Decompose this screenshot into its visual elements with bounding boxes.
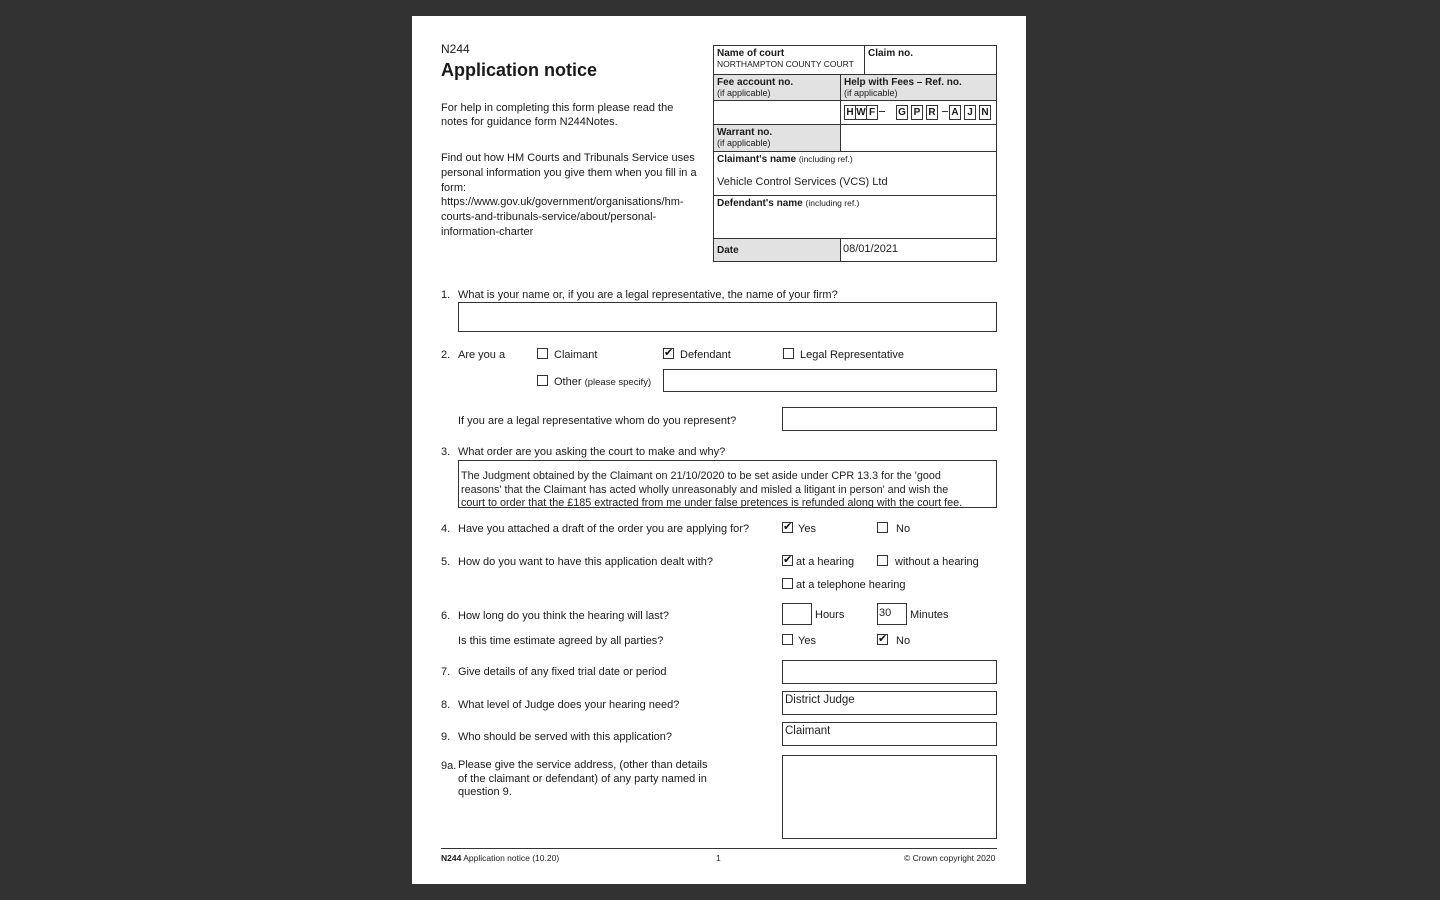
footer-rule [441, 848, 997, 849]
hwf-char[interactable]: R [926, 105, 938, 120]
form-page: N244 Application notice For help in completing this form please read the notes for guidance form N244Notes. Find out how HM Courts and Tribunals Service uses personal information you give them when you fill in a form: https://www.gov.uk/government/organisations/hm-courts-and-tribunals-service/about/personal-information-charter Name of court NORTHAMPTON COUNTY COURT Claim no. Fee account no. (if applicable) Help with Fees – Ref. no. (if applicable) H W F G P R A J N Warrant no. (if applicable) Claimant's name (including ref.) Vehicle Control Services (VCS) Ltd Defendant's name (including ref.) Date 08/01/2021 1. What is your name or, if you are a legal representative, the name of your firm? 2. Are you a Claimant ✔ Defendant Legal Representative Other (please specify) If you are a legal representative whom do you represent? 3. What order are you asking the court to make and why? The Judgment obtained by the Claimant on 21/10/2020 to be set aside under CPR 13.3 for the 'good reasons' that the Claimant has acted wholly unreasonably and misled a litigant in person' and wish the court to order that the £185 extracted from me under false pretences is refunded along with the court fee. 4. Have you attached a draft of the order you are applying for? ✔ Yes No 5. How do you want to have this application dealt with? ✔ at a hearing without a hearing at a telephone hearing 6. How long do you think the hearing will last? Hours 30 Minutes Is this time estimate agreed by all parties? Yes ✔ No 7. Give details of any fixed trial date or period 8. What level of Judge does your hearing need? District Judge 9. Who should be served with this application? Claimant 9a. Please give the service address, (other than details of the claimant or defendant) of any party named in question 9. N244 Application notice (10.20) 1 © Crown copyright 2020 [412, 16, 1026, 884]
date-value[interactable]: 08/01/2021 [843, 243, 899, 255]
hwf-char[interactable]: N [979, 105, 991, 120]
privacy-text: Find out how HM Courts and Tribunals Service uses personal information you give them when you fill in a form: https://www.gov.uk/government/organisations/hm-courts-and-tribunals-service/about/personal-information-charter [441, 152, 697, 238]
q1-label: What is your name or, if you are a legal representative, the name of your firm? [458, 289, 838, 301]
q3-label: What order are you asking the court to make and why? [458, 446, 726, 458]
hwf-char[interactable]: J [964, 105, 976, 120]
q5-label: How do you want to have this application dealt with? [458, 556, 713, 568]
q8-label: What level of Judge does your hearing need? [458, 699, 680, 711]
hwf-char[interactable]: P [911, 105, 923, 120]
other-checkbox[interactable] [537, 375, 548, 386]
hwf-char[interactable]: A [949, 105, 961, 120]
order-textarea[interactable]: The Judgment obtained by the Claimant on 21/10/2020 to be set aside under CPR 13.3 for the 'good reasons' that the Claimant has acted wholly unreasonably and misled a litigant in person' and wish the court to order that the £185 extracted from me under false pretences is refunded along with the court fee. [458, 460, 997, 508]
q6-label: How long do you think the hearing will last? [458, 610, 669, 622]
q4-no-checkbox[interactable] [877, 522, 888, 533]
claimant-checkbox[interactable] [537, 348, 548, 359]
q1-name-input[interactable] [458, 302, 997, 332]
legal-rep-checkbox[interactable] [783, 348, 794, 359]
hwf-char[interactable]: G [896, 105, 908, 120]
date-label: Date [717, 245, 739, 256]
q6-agreed-label: Is this time estimate agreed by all parties? [458, 635, 664, 647]
defendant-checkbox[interactable]: ✔ [664, 347, 674, 359]
hwf-char[interactable]: W [856, 107, 866, 118]
warrant-label: Warrant no. [717, 127, 773, 138]
service-address-textarea[interactable] [782, 755, 997, 839]
footer-form-name: N244 Application notice (10.20) [441, 853, 560, 863]
hwf-label: Help with Fees – Ref. no. [844, 77, 962, 88]
hwf-char[interactable]: F [866, 105, 878, 120]
hwf-char[interactable]: H [844, 105, 856, 120]
without-hearing-checkbox[interactable] [877, 555, 888, 566]
q9-label: Who should be served with this application? [458, 731, 673, 743]
at-hearing-checkbox[interactable]: ✔ [783, 554, 793, 566]
represent-input[interactable] [782, 407, 997, 431]
form-title: Application notice [441, 60, 598, 80]
q4-label: Have you attached a draft of the order you are applying for? [458, 523, 750, 535]
claimant-label: Claimant's name [717, 154, 797, 165]
footer-copyright: © Crown copyright 2020 [904, 853, 996, 863]
q9a-label: Please give the service address, (other than details of the claimant or defendant) of any party named in question 9. [458, 759, 708, 798]
hours-input[interactable] [782, 603, 812, 625]
q4-yes-checkbox[interactable]: ✔ [783, 521, 793, 533]
claimant-name-value[interactable]: Vehicle Control Services (VCS) Ltd [717, 176, 888, 188]
q6-yes-checkbox[interactable] [782, 634, 793, 645]
claim-no-label: Claim no. [868, 48, 914, 59]
name-of-court-value[interactable]: NORTHAMPTON COUNTY COURT [717, 59, 854, 69]
q7-label: Give details of any fixed trial date or period [458, 666, 667, 678]
fee-account-label: Fee account no. [717, 77, 794, 88]
q2-label: Are you a [458, 349, 506, 361]
defendant-label: Defendant's name [717, 198, 803, 209]
name-of-court-label: Name of court [717, 48, 785, 59]
q2-rep-label: If you are a legal representative whom do you represent? [458, 415, 737, 427]
footer-page-number: 1 [716, 853, 721, 863]
minutes-input[interactable]: 30 [877, 603, 907, 625]
help-text: For help in completing this form please read the notes for guidance form N244Notes. [441, 102, 674, 128]
other-specify-input[interactable] [663, 369, 997, 392]
judge-level-input[interactable]: District Judge [782, 691, 997, 715]
served-input[interactable]: Claimant [782, 722, 997, 746]
telephone-hearing-checkbox[interactable] [782, 578, 793, 589]
form-code: N244 [441, 42, 470, 56]
q6-no-checkbox[interactable]: ✔ [878, 633, 888, 645]
trial-date-input[interactable] [782, 660, 997, 684]
